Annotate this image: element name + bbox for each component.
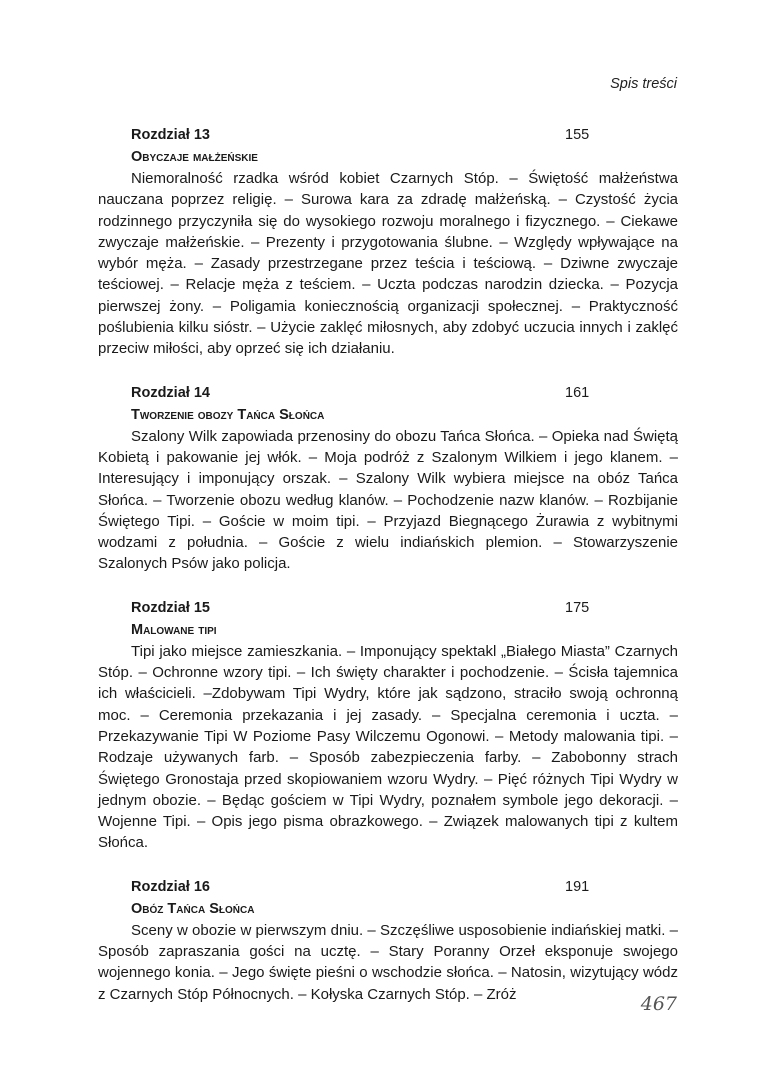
chapter-summary: Szalony Wilk zapowiada przenosiny do obozu Tańca Słońca. – Opieka nad Świętą Kobietą i pakowanie jej włók. – Moja podróż z Szalonym Wilkiem i jego klanem. – Interesujący i imponujący orszak. – Szalony Wilk wybiera miejsce na obóz Tańca Słońca. – Tworzenie obozu według klanów. – Pochodzenie nazw klanów. – Rozbijanie Świętego Tipi. – Goście w moim tipi. – Przyjazd Biegnącego Żurawia z wybitnymi wodzami z południa. – Goście z wielu indiańskich plemion. – Stowarzyszenie Szalonych Psów jako policja.	[98, 427, 678, 573]
chapter-summary: Niemoralność rzadka wśród kobiet Czarnych Stóp. – Świętość małżeństwa nauczana poprzez religię. – Surowa kara za zdradę małżeńską. – Czystość życia rodzinnego przyczyniła się do wysokiego rozwoju moralnego i fizycznego. – Ciekawe zwyczaje małżeńskie. – Prezenty i przygotowania ślubne. – Względy wpływające na wybór męża. – Zasady przestrzegane przez teścia i teściową. – Dziwne zwyczaje teściowej. – Relacje męża z teściem. – Uczta podczas narodzin dziecka. – Pozycja pierwszej żony. – Poligamia koniecznością organizacji społecznej. – Praktyczność poślubienia kilku sióstr. – Użycie zaklęć miłosnych, aby zdobyć uczucia innych i zaklęć przeciw miłości, aby oprzeć się ich działaniu.	[98, 170, 678, 358]
chapter-label: Rozdział 13	[131, 127, 210, 143]
chapter-13	[98, 127, 678, 360]
chapter-14	[98, 385, 678, 575]
table-of-contents	[98, 127, 678, 1030]
chapter-page-number: 191	[565, 878, 590, 895]
chapter-heading	[98, 600, 678, 619]
chapter-title: Obyczaje małżeńskie	[131, 149, 258, 165]
chapter-label: Rozdział 15	[131, 599, 210, 616]
chapter-title: Obóz Tańca Słońca	[131, 900, 255, 917]
chapter-page-number: 155	[565, 127, 590, 143]
chapter-16	[98, 879, 678, 1005]
chapter-heading	[98, 127, 678, 146]
chapter-15	[98, 600, 678, 854]
chapter-title: Malowane tipi	[131, 621, 217, 638]
chapter-label: Rozdział 14	[131, 384, 210, 401]
chapter-heading	[98, 879, 678, 898]
chapter-label: Rozdział 16	[131, 878, 210, 895]
chapter-page-number: 161	[565, 384, 590, 401]
page-number: 467	[640, 993, 677, 1015]
chapter-title: Tworzenie obozy Tańca Słońca	[131, 406, 325, 423]
chapter-summary: Tipi jako miejsce zamieszkania. – Imponujący spektakl „Białego Miasta” Czarnych Stóp. – Ochronne wzory tipi. – Ich święty charakter i pochodzenie. – Ścisła tajemnica ich właścicieli. –Zdobywam Tipi Wydry, które jak sądzono, straciło swoją ochronną moc. – Ceremonia przekazania i jej zasady. – Specjalna ceremonia i uczta. – Przekazywanie Tipi W Poziome Pasy Wilczemu Ogonowi. – Metody malowania tipi. – Rodzaje używanych farb. – Sposób zabezpieczenia farby. – Zabobonny strach Świętego Gronostaja przed skopiowaniem wzoru Wydry. – Pięć różnych Tipi Wydry w jednym obozie. – Będąc gościem w Tipi Wydry, poznałem symbole jego dekoracji. – Wojenne Tipi. – Opis jego pisma obrazkowego. – Związek malowanych tipi z kultem Słońca.	[98, 642, 678, 852]
running-head: Spis treści	[610, 76, 677, 92]
chapter-summary: Sceny w obozie w pierwszym dniu. – Szczęśliwe usposobienie indiańskiej matki. – Sposób zapraszania gości na ucztę. – Stary Poranny Orzeł eksponuje swojego wojennego konia. – Jego święte pieśni o wschodzie słońca. – Natosin, wizytujący wódz z Czarnych Stóp Północnych. – Kołyska Czarnych Stóp. – Zróż	[98, 921, 678, 1003]
chapter-heading	[98, 385, 678, 404]
chapter-page-number: 175	[565, 599, 590, 616]
